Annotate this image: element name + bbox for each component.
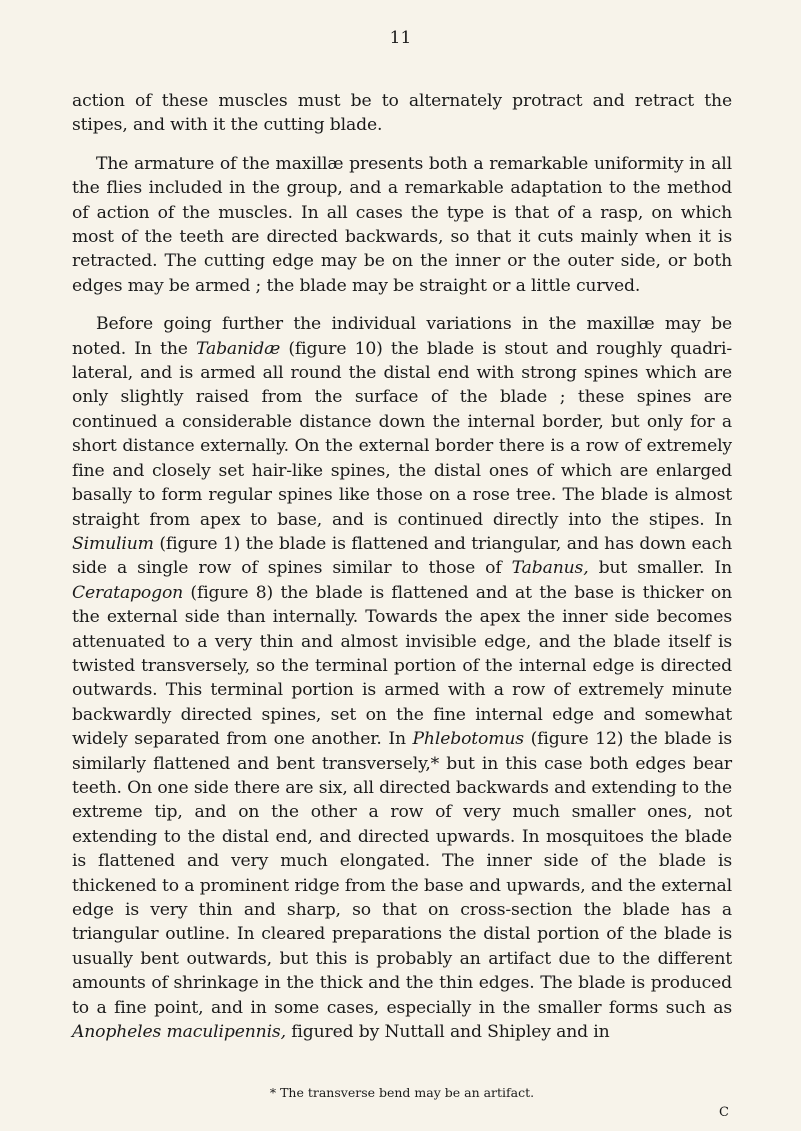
taxon-phlebotomus: Phlebotomus <box>412 729 524 750</box>
taxon-tabanus: Tabanus, <box>511 558 589 579</box>
paragraph-3-text-2: (figure 10) the blade is stout and roughly quadri-lateral, and is armed all round the distal end with strong spines which are only slightly raised from the surface of the blade ; these spines are continued a considerable distance down the internal border, but only for a short distance externally. On the external border there is a row of extremely fine and closely set hair-like spines, the distal ones of which are enlarged basally to form regular spines like those on a rose tree. The blade is almost straight from apex to base, and is continued directly into the stipes. In <box>72 338 732 530</box>
page-number: 11 <box>389 28 412 48</box>
body-text <box>72 89 732 1044</box>
paragraph-2: The armature of the maxillæ presents both a remarkable uniformity in all the flies included in the group, and a remarkable adaptation to the method of action of the muscles. In all cases the type is that of a rasp, on which most of the teeth are directed backwards, so that it cuts mainly when it is retracted. The cutting edge may be on the inner or the outer side, or both edges may be armed ; the blade may be straight or a little curved. <box>72 153 732 296</box>
paragraph-3-text-1: Before going further the individual variations in the maxillæ may be noted. In the <box>72 314 732 359</box>
paragraph-3-text-6: (figure 12) the blade is similarly flattened and bent transversely,* but in this case both edges bear teeth. On one side there are six, all directed backwards and extending to the extreme tip, and on the other a row of very much smaller ones, not extending to the distal end, and directed upwards. In mosquitoes the blade is flattened and very much elongated. The inner side of the blade is thickened to a prominent ridge from the base and upwards, and the external edge is very thin and sharp, so that on cross-section the blade has a triangular outline. In cleared preparations the distal portion of the blade is usually bent outwards, but this is probably an artifact due to the different amounts of shrinkage in the thick and the thin edges. The blade is produced to a fine point, and in some cases, especially in the smaller forms such as <box>72 729 732 1018</box>
footnote-area <box>72 1085 732 1101</box>
paragraph-3-text-3: (figure 1) the blade is flattened and triangular, and has down each side a single row of spines similar to those of <box>72 533 732 579</box>
signature-mark: C <box>719 1105 729 1120</box>
paragraph-3 <box>72 312 732 1044</box>
taxon-tabanidae: Tabanidæ <box>196 338 281 359</box>
footnote: * The transverse bend may be an artifact. <box>269 1085 535 1100</box>
paragraph-1: action of these muscles must be to alternately protract and retract the stipes, and with it the cutting blade. <box>72 91 732 136</box>
paragraph-3-text-4: but smaller. In <box>588 558 732 579</box>
taxon-simulium: Simulium <box>72 533 154 554</box>
paragraph-3-text-5: (figure 8) the blade is flattened and at the base is thicker on the external side than internally. Towards the apex the inner side becomes attenuated to a very thin and almost invisible edge, and the blade itself is twisted transversely, so the terminal portion of the internal edge is directed outwards. This terminal portion is armed with a row of extremely minute backwardly directed spines, set on the fine internal edge and somewhat widely separated from one another. In <box>72 582 732 750</box>
paragraph-3-text-7: figured by Nuttall and Shipley and in <box>285 1022 610 1043</box>
taxon-anopheles-maculipennis: Anopheles maculipennis, <box>72 1022 286 1043</box>
taxon-ceratapogon: Ceratapogon <box>72 582 184 603</box>
